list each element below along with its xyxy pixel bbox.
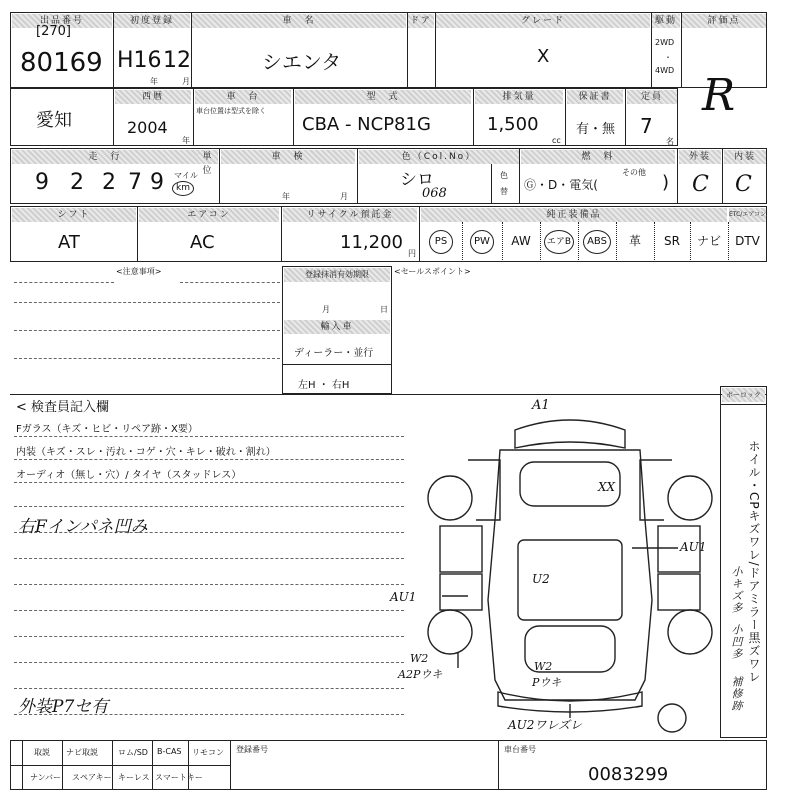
reg-month: 12 bbox=[163, 48, 191, 73]
corner-label: ETC/エアコン bbox=[729, 208, 766, 222]
mileage-digit-2: 2 bbox=[70, 170, 84, 195]
model-year-label: 西暦 bbox=[115, 90, 191, 104]
mileage-label: 走 行 bbox=[12, 150, 198, 164]
equip-pw: PW bbox=[463, 222, 501, 260]
car-diagram bbox=[420, 400, 720, 740]
diagram-w2-rear: W2 bbox=[534, 660, 553, 673]
grade: X bbox=[537, 46, 550, 67]
inspection-month: 月 bbox=[340, 192, 348, 201]
ac-label: エアコン bbox=[139, 208, 279, 222]
model: CBA - NCP81G bbox=[302, 114, 431, 135]
interior-label: 内装 bbox=[724, 150, 766, 164]
capacity-unit: 名 bbox=[666, 137, 674, 146]
handle: 左H ・ 右H bbox=[298, 380, 350, 391]
mileage-digit-3: 2 bbox=[102, 170, 116, 195]
side-note-col4: 補修跡 bbox=[730, 676, 743, 712]
drive-2wd: 2WD bbox=[655, 38, 675, 47]
footer-item-7: スペアキー bbox=[72, 773, 112, 782]
mile-label: マイル bbox=[174, 171, 198, 180]
model-label: 型 式 bbox=[295, 90, 471, 104]
inspection-label: 車 検 bbox=[221, 150, 355, 164]
fuel-options: Ⓖ・D・電気( bbox=[524, 178, 598, 192]
exterior-label: 外装 bbox=[679, 150, 721, 164]
wheel-rl-icon bbox=[428, 610, 472, 654]
displacement: 1,500 bbox=[487, 114, 539, 135]
wheel-rr-icon bbox=[668, 610, 712, 654]
reg-expiry-label: 登録抹消有効期限 bbox=[284, 268, 390, 282]
wheel-fl-icon bbox=[428, 476, 472, 520]
equip-navi: ナビ bbox=[696, 234, 721, 248]
diagram-w2-left-note: A2Pウキ bbox=[398, 668, 443, 681]
fuel-label: 燃 料 bbox=[521, 150, 675, 164]
side-notes-label: ボーロック bbox=[722, 388, 765, 402]
inspector-note2: 外装P7セ有 bbox=[18, 697, 109, 717]
diagram-u2-center: U2 bbox=[532, 572, 550, 586]
import-label: 輸入車 bbox=[284, 320, 390, 334]
unit-label: 単位 bbox=[198, 150, 218, 164]
reg-era: H16 bbox=[117, 48, 162, 73]
reg-number-label: 登録番号 bbox=[236, 745, 268, 754]
shift-label: シフト bbox=[12, 208, 136, 222]
recycle-label: リサイクル預託金 bbox=[283, 208, 417, 222]
mileage-digit-5: 9 bbox=[150, 170, 164, 195]
equip-airbag: エアB bbox=[541, 222, 577, 260]
import-dealer: ディーラー・並行 bbox=[294, 348, 374, 359]
equip-aw: AW bbox=[511, 234, 531, 248]
side-note-col2: 小キズ多 bbox=[730, 566, 743, 614]
color-change-1: 色 bbox=[500, 171, 508, 180]
reg-expiry-day: 日 bbox=[380, 305, 388, 314]
model-year: 2004 bbox=[127, 118, 168, 137]
reg-month-unit: 月 bbox=[182, 77, 190, 86]
door-right-rear bbox=[658, 574, 700, 610]
model-year-unit: 年 bbox=[182, 136, 190, 145]
equip-dtv: DTV bbox=[735, 234, 760, 248]
capacity: 7 bbox=[640, 114, 653, 138]
interior-score: C bbox=[735, 172, 752, 197]
footer-item-1: 取説 bbox=[34, 748, 50, 757]
diagram-a1-front: A1 bbox=[532, 398, 550, 413]
footer-item-5: リモコン bbox=[192, 748, 224, 757]
equip-abs: ABS bbox=[579, 222, 615, 260]
displacement-label: 排気量 bbox=[475, 90, 563, 104]
spare-tire-icon bbox=[658, 704, 686, 732]
notes-label: <注意事項> bbox=[116, 267, 162, 276]
color-change-2: 替 bbox=[500, 187, 508, 196]
drive-4wd: 4WD bbox=[655, 66, 675, 75]
footer-item-8: キーレス bbox=[118, 773, 150, 782]
color-code: 068 bbox=[422, 186, 447, 201]
score-label: 評価点 bbox=[682, 14, 766, 28]
chassis-note: 車台位置は型式を除く bbox=[196, 107, 266, 115]
car-name-label: 車 名 bbox=[192, 14, 406, 28]
chassis-number: 0083299 bbox=[588, 764, 669, 785]
diagram-w2-rear-note: Pウキ bbox=[532, 676, 562, 689]
registration-label: 初度登録 bbox=[114, 14, 190, 28]
recycle: 11,200 bbox=[340, 232, 403, 253]
door-left-front bbox=[440, 526, 482, 572]
lot-number: 80169 bbox=[20, 48, 103, 78]
equip-sunroof: SR bbox=[664, 234, 680, 248]
door-left-rear bbox=[440, 574, 482, 610]
equip-ps: PS bbox=[421, 222, 461, 260]
footer-item-9: スマートキー bbox=[155, 773, 203, 782]
equip-leather: 革 bbox=[628, 234, 641, 248]
inspector-title: < 検査員記入欄 bbox=[16, 400, 110, 415]
warranty-label: 保証書 bbox=[567, 90, 623, 104]
chassis-number-label: 車台番号 bbox=[504, 745, 536, 754]
cc-unit: cc bbox=[552, 136, 561, 145]
inspection-year: 年 bbox=[282, 192, 290, 201]
diagram-w2-left: W2 bbox=[410, 652, 429, 665]
side-note-col3: 小凹多 bbox=[730, 624, 743, 660]
drive-label: 駆動 bbox=[652, 14, 680, 28]
mileage-digit-4: 7 bbox=[128, 170, 142, 195]
car-body-outline bbox=[488, 450, 652, 700]
inspector-line3: オーディオ（無し・穴）/ タイヤ（スタッドレス） bbox=[16, 470, 242, 481]
footer-item-3: ロム/SD bbox=[118, 748, 148, 757]
color-label: 色（Col.No） bbox=[359, 150, 519, 164]
mileage-digit-1: 9 bbox=[35, 170, 49, 195]
warranty: 有・無 bbox=[576, 122, 616, 137]
diagram-au1-right: AU1 bbox=[680, 540, 707, 554]
capacity-label: 定員 bbox=[627, 90, 677, 104]
car-name: シエンタ bbox=[262, 50, 342, 74]
color: シロ bbox=[400, 170, 434, 190]
door-label: ドア bbox=[408, 14, 434, 28]
diagram-xx: XX bbox=[598, 480, 616, 494]
footer-item-2: ナビ取説 bbox=[66, 748, 98, 757]
ac: AC bbox=[190, 232, 215, 253]
lot-sub: [270] bbox=[36, 24, 71, 39]
inspector-line2: 内装（キズ・スレ・汚れ・コゲ・穴・キレ・破れ・割れ） bbox=[16, 447, 276, 458]
recycle-unit: 円 bbox=[408, 249, 416, 258]
lot-label: 出品番号 bbox=[12, 14, 112, 28]
region: 愛知 bbox=[36, 110, 72, 131]
exterior-score: C bbox=[692, 172, 709, 197]
side-note-col1: ホイル・CPキズワレ/ドアミラー黒ズワレ bbox=[747, 440, 761, 684]
equipment-label: 純正装備品 bbox=[421, 208, 727, 222]
sales-point-label: <セールスポイント> bbox=[394, 267, 471, 276]
km-label: km bbox=[172, 181, 194, 196]
diagram-rear-note: AU2ワレズレ bbox=[508, 718, 583, 732]
inspector-note1: 右Fインパネ凹み bbox=[18, 517, 148, 537]
fuel-close: ) bbox=[662, 172, 670, 193]
diagram-au1-left: AU1 bbox=[390, 590, 417, 604]
score-value: R bbox=[702, 70, 736, 121]
fuel-other: その他 bbox=[622, 168, 646, 177]
car-front-bumper bbox=[515, 420, 625, 448]
shift: AT bbox=[58, 232, 80, 253]
inspector-line1: Fガラス（キズ・ヒビ・リペア跡・X要） bbox=[16, 424, 198, 435]
grade-label: グレード bbox=[436, 14, 650, 28]
wheel-fr-icon bbox=[668, 476, 712, 520]
reg-year-unit: 年 bbox=[150, 77, 158, 86]
footer-item-4: B-CAS bbox=[157, 747, 182, 756]
reg-expiry-month: 月 bbox=[322, 305, 330, 314]
chassis-label: 車 台 bbox=[195, 90, 291, 104]
footer-item-6: ナンバー bbox=[30, 773, 62, 782]
